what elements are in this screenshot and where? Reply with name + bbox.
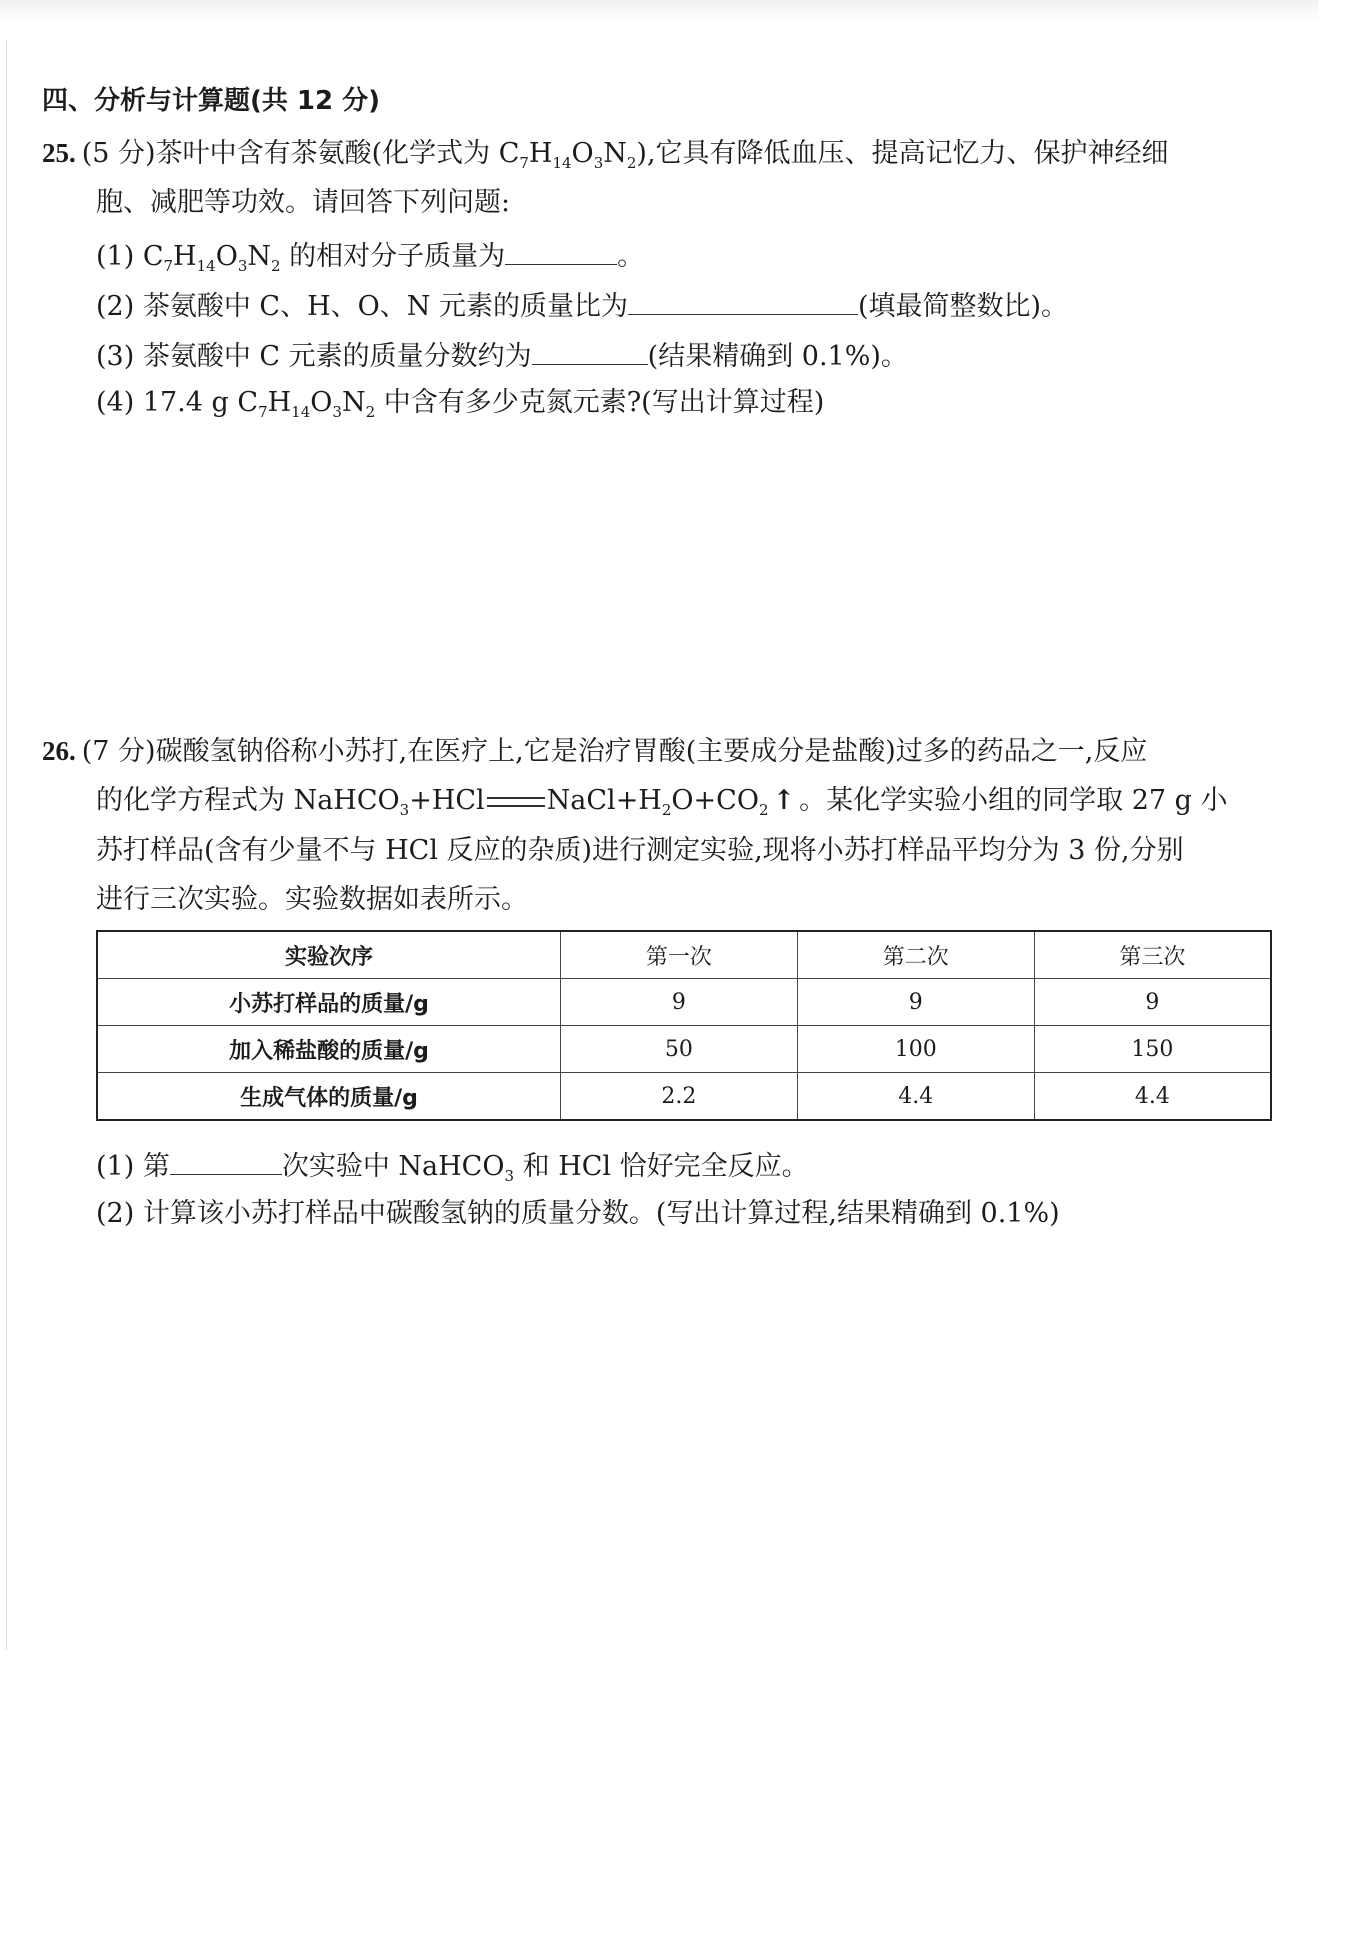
q26-text: 。某化学实验小组的同学取 27 g 小	[799, 785, 1228, 816]
q25-intro-line2: 胞、减肥等功效。请回答下列问题:	[96, 187, 511, 218]
table-cell: 4.4	[1034, 1073, 1271, 1121]
q26-line4: 进行三次实验。实验数据如表所示。	[96, 884, 528, 915]
table-row-label: 生成气体的质量/g	[97, 1073, 561, 1121]
formula-symbol: O	[571, 138, 594, 169]
q26-line2	[96, 783, 1228, 819]
subscript: 2	[271, 257, 281, 275]
answer-blank[interactable]	[505, 236, 617, 265]
table-cell: 9	[1034, 979, 1271, 1026]
table-row	[97, 1026, 1271, 1073]
subscript: 7	[258, 403, 268, 421]
subscript: 2	[626, 154, 637, 172]
q26-text: 的化学方程式为 NaHCO	[96, 785, 400, 816]
table-cell: 9	[561, 979, 798, 1026]
q25-part4	[96, 385, 824, 421]
subscript: 7	[163, 257, 174, 275]
q25-part2	[96, 286, 1068, 325]
q25-part3	[96, 336, 908, 375]
q26-text: NaCl+H	[546, 785, 662, 816]
table-row	[97, 1073, 1271, 1121]
answer-blank[interactable]	[170, 1146, 282, 1175]
q25-intro-text: (5 分)茶叶中含有茶氨酸(化学式为 C	[81, 138, 520, 169]
part-text: (2) 茶氨酸中 C、H、O、N 元素的质量比为	[96, 291, 628, 322]
subscript: 14	[196, 257, 216, 275]
part-text: (4) 17.4 g C	[96, 387, 259, 418]
part-text: (1) 第	[96, 1151, 170, 1182]
subscript: 14	[291, 403, 311, 421]
subscript: 3	[399, 801, 410, 819]
part-text: 和 HCl 恰好完全反应。	[514, 1151, 809, 1182]
q26-line1	[42, 733, 1147, 770]
part-text: (3) 茶氨酸中 C 元素的质量分数约为	[96, 341, 532, 372]
q25-number: 25.	[42, 138, 76, 168]
equation-equals-sign	[487, 797, 545, 807]
table-header-cell: 第二次	[797, 931, 1034, 979]
formula-symbol: O	[310, 387, 333, 418]
formula-symbol: O	[215, 241, 238, 272]
table-cell: 150	[1034, 1026, 1271, 1073]
scan-edge	[0, 0, 1318, 22]
formula-symbol: N	[247, 241, 271, 272]
q26-line3: 苏打样品(含有少量不与 HCl 反应的杂质)进行测定实验,现将小苏打样品平均分为 3 份,分别	[96, 835, 1184, 866]
table-row-label: 加入稀盐酸的质量/g	[97, 1026, 561, 1073]
answer-blank[interactable]	[628, 286, 858, 315]
subscript: 3	[504, 1167, 515, 1185]
q25-intro-text: ),它具有降低血压、提高记忆力、保护神经细	[636, 138, 1169, 169]
q26-part1	[96, 1146, 809, 1185]
part-text: (结果精确到 0.1%)。	[647, 341, 908, 372]
table-cell: 4.4	[797, 1073, 1034, 1121]
formula-symbol: N	[603, 138, 627, 169]
subscript: 14	[552, 154, 572, 172]
part-text: 。	[617, 241, 645, 272]
part-text: 次实验中 NaHCO	[281, 1151, 505, 1182]
subscript: 3	[332, 403, 342, 421]
q26-number: 26.	[42, 736, 76, 766]
q25-part1	[96, 236, 644, 275]
formula-symbol: H	[267, 387, 292, 418]
part-text: (填最简整数比)。	[857, 291, 1069, 322]
answer-blank[interactable]	[532, 336, 648, 365]
part-text: 中含有多少克氮元素?(写出计算过程)	[375, 387, 825, 418]
subscript: 3	[593, 154, 604, 172]
table-cell: 100	[797, 1026, 1034, 1073]
subscript: 7	[519, 154, 529, 172]
table-row	[97, 979, 1271, 1026]
table-cell: 9	[797, 979, 1034, 1026]
subscript: 2	[758, 801, 769, 819]
q26-text: O+CO	[671, 785, 759, 816]
table-header-row	[97, 931, 1271, 979]
q25-intro	[42, 135, 1169, 172]
formula-symbol: H	[173, 241, 197, 272]
q26-part2: (2) 计算该小苏打样品中碳酸氢钠的质量分数。(写出计算过程,结果精确到 0.1%)	[96, 1198, 1060, 1229]
gas-arrow-icon: ↑	[772, 785, 796, 816]
table-row-label: 小苏打样品的质量/g	[97, 979, 561, 1026]
table-header-cell: 实验次序	[97, 931, 561, 979]
q26-text: +HCl	[409, 785, 485, 816]
q26-text: (7 分)碳酸氢钠俗称小苏打,在医疗上,它是治疗胃酸(主要成分是盐酸)过多的药品之一,反应	[81, 736, 1148, 767]
table-header-cell: 第一次	[561, 931, 798, 979]
table-header-cell: 第三次	[1034, 931, 1271, 979]
part-text: 的相对分子质量为	[280, 241, 506, 272]
experiment-data-table	[96, 930, 1272, 1121]
subscript: 3	[237, 257, 248, 275]
subscript: 2	[365, 403, 376, 421]
subscript: 2	[661, 801, 672, 819]
section-title: 四、分析与计算题(共 12 分)	[42, 86, 381, 116]
formula-symbol: N	[341, 387, 366, 418]
formula-symbol: H	[528, 138, 553, 169]
margin-line	[6, 40, 7, 1650]
part-text: (1) C	[96, 241, 164, 272]
table-cell: 50	[561, 1026, 798, 1073]
table-cell: 2.2	[561, 1073, 798, 1121]
